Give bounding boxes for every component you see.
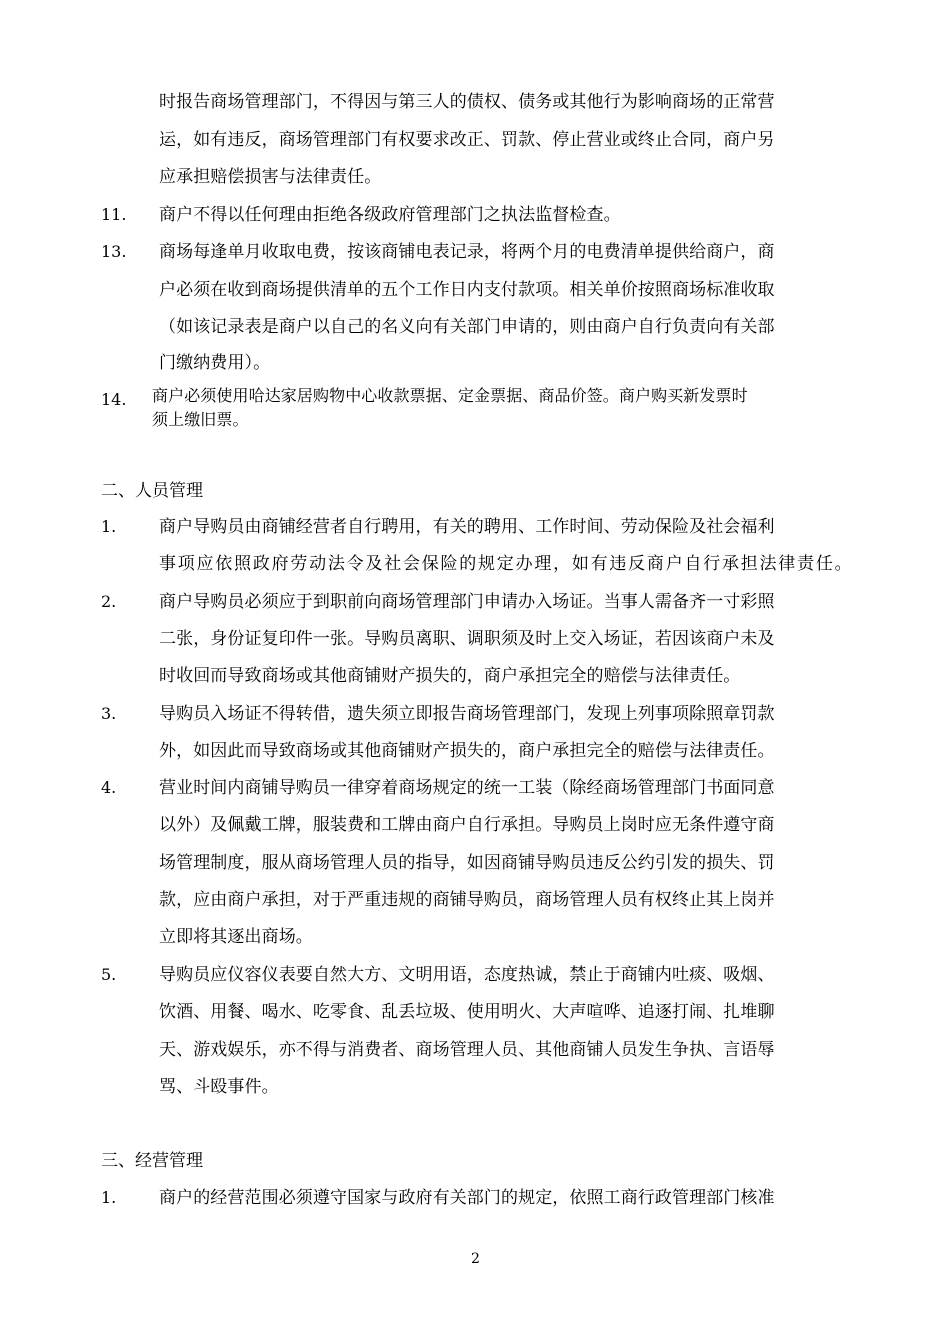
list-number: 11. (101, 205, 127, 224)
paragraph-line: 时报告商场管理部门，不得因与第三人的债权、债务或其他行为影响商场的正常营 (159, 92, 775, 112)
paragraph-line: 以外）及佩戴工牌，服装费和工牌由商户自行承担。导购员上岗时应无条件遵守商 (159, 815, 775, 835)
list-number: 4. (101, 778, 117, 797)
paragraph-line: 导购员应仪容仪表要自然大方、文明用语，态度热诚，禁止于商铺内吐痰、吸烟、 (159, 965, 775, 985)
paragraph-line: 导购员入场证不得转借，遗失须立即报告商场管理部门，发现上列事项除照章罚款 (159, 704, 775, 724)
paragraph-line: 商户必须使用哈达家居购物中心收款票据、定金票据、商品价签。商户购买新发票时 (152, 386, 748, 405)
paragraph-line: 商户的经营范围必须遵守国家与政府有关部门的规定，依照工商行政管理部门核准 (159, 1188, 775, 1208)
list-number: 1. (101, 1188, 117, 1207)
paragraph-line: 骂、斗殴事件。 (159, 1077, 279, 1097)
paragraph-line: 天、游戏娱乐，亦不得与消费者、商场管理人员、其他商铺人员发生争执、言语辱 (159, 1040, 775, 1060)
paragraph-line: 场管理制度，服从商场管理人员的指导，如因商铺导购员违反公约引发的损失、罚 (159, 853, 775, 873)
paragraph-line: 户必须在收到商场提供清单的五个工作日内支付款项。相关单价按照商场标准收取 (159, 280, 775, 300)
list-number: 3. (101, 704, 117, 723)
paragraph-line: 运，如有违反，商场管理部门有权要求改正、罚款、停止营业或终止合同，商户另 (159, 130, 775, 150)
section-heading: 二、人员管理 (101, 481, 203, 501)
paragraph-line: 立即将其逐出商场。 (159, 927, 313, 947)
paragraph-line: 时收回而导致商场或其他商铺财产损失的，商户承担完全的赔偿与法律责任。 (159, 666, 741, 686)
list-number: 5. (101, 965, 117, 984)
paragraph-line: 商户导购员必须应于到职前向商场管理部门申请办入场证。当事人需备齐一寸彩照 (159, 592, 775, 612)
paragraph-line: 商场每逢单月收取电费，按该商铺电表记录，将两个月的电费清单提供给商户，商 (159, 242, 775, 262)
paragraph-line: 外，如因此而导致商场或其他商铺财产损失的，商户承担完全的赔偿与法律责任。 (159, 741, 775, 761)
paragraph-line: 商户导购员由商铺经营者自行聘用，有关的聘用、工作时间、劳动保险及社会福利 (159, 517, 775, 537)
paragraph-line: 门缴纳费用）。 (159, 353, 271, 373)
page-number: 2 (471, 1251, 480, 1267)
list-number: 2. (101, 592, 117, 611)
paragraph-line: 商户不得以任何理由拒绝各级政府管理部门之执法监督检查。 (159, 205, 621, 225)
paragraph-line: 事项应依照政府劳动法令及社会保险的规定办理，如有违反商户自行承担法律责任。 (159, 554, 854, 574)
list-number: 1. (101, 517, 117, 536)
paragraph-line: 须上缴旧票。 (152, 410, 249, 429)
paragraph-line: 二张，身份证复印件一张。导购员离职、调职须及时上交入场证，若因该商户未及 (159, 629, 775, 649)
paragraph-line: （如该记录表是商户以自己的名义向有关部门申请的，则由商户自行负责向有关部 (159, 317, 775, 337)
section-heading: 三、经营管理 (101, 1151, 203, 1171)
paragraph-line: 饮酒、用餐、喝水、吃零食、乱丢垃圾、使用明火、大声喧哗、追逐打闹、扎堆聊 (159, 1002, 775, 1022)
paragraph-line: 款，应由商户承担，对于严重违规的商铺导购员，商场管理人员有权终止其上岗并 (159, 890, 775, 910)
list-number: 14. (101, 390, 127, 409)
list-number: 13. (101, 242, 127, 261)
paragraph-line: 应承担赔偿损害与法律责任。 (159, 167, 382, 187)
paragraph-line: 营业时间内商铺导购员一律穿着商场规定的统一工装（除经商场管理部门书面同意 (159, 778, 775, 798)
